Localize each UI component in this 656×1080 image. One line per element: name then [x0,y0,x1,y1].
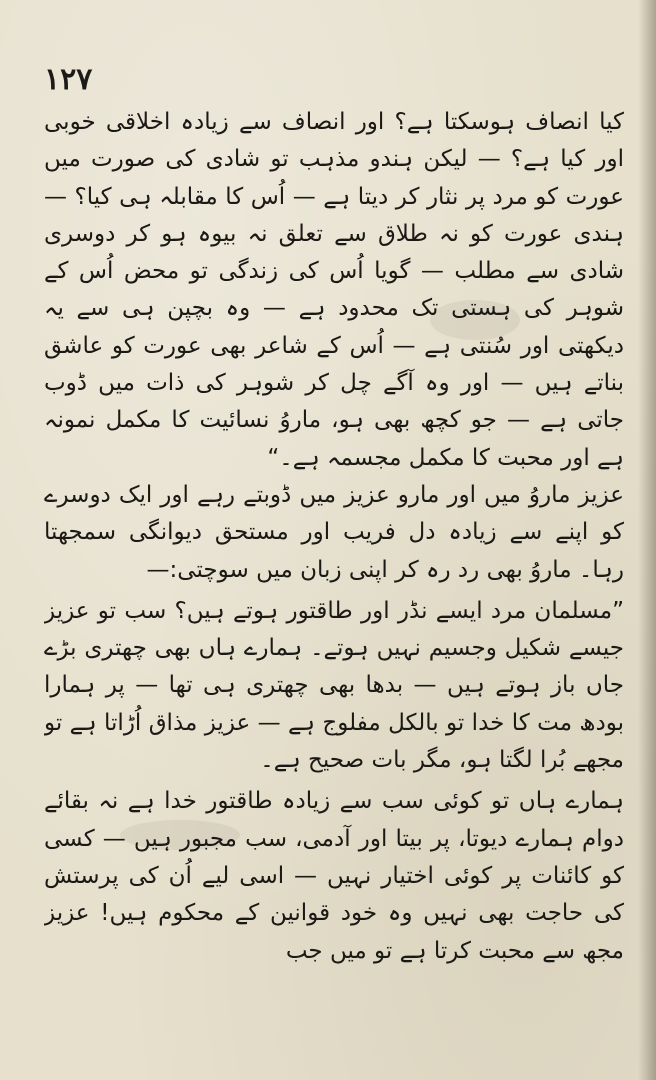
page-number: ۱۲۷ [44,62,93,97]
paragraph-3: ”مسلمان مرد ایسے نڈر اور طاقتور ہوتے ہیں؟ سب تو عزیز جیسے شکیل وجسیم نہیں ہوتے۔ ہمارے ہاں بھی چھتری بڑے جاں باز ہوتے ہیں — بدھا بھی چھتری ہی تھا — پر ہمارا بودھ مت کا خدا تو بالکل مفلوج ہے — عزیز مذاق اُڑاتا ہے تو مجھے بُرا لگتا ہو، مگر بات صحیح ہے۔ [44,597,624,774]
paragraph-4: ہمارے ہاں تو کوئی سب سے زیادہ طاقتور خدا ہے نہ بقائے دوام ہمارے دیوتا، پر بیتا اور آدمی، سب مجبور ہیں — کسی کو کائنات پر کوئی اختیار نہیں — اسی لیے اُن کی پرستش کی حاجت بھی نہیں وہ خود قوانین کے محکوم ہیں! عزیز مجھ سے محبت کرتا ہے تو میں جب [44,788,624,964]
page-body [44,104,624,1064]
page-edge-shadow [638,0,656,1080]
paragraph-1: کیا انصاف ہوسکتا ہے؟ اور انصاف سے زیادہ اخلاقی خوبی اور کیا ہے؟ — لیکن ہندو مذہب تو شادی کی صورت میں عورت کو مرد پر نثار کر دیتا ہے — اُس کا مقابلہ ہی کیا؟ — ہندی عورت کو نہ طلاق سے تعلق نہ بیوہ ہو کر دوسری شادی سے مطلب — گویا اُس کی زندگی تو محض اُس کے شوہر کی ہستی تک محدود ہے — وہ بچپن ہی سے یہ دیکھتی اور سُنتی ہے — اُس کے شاعر بھی عورت کو عاشق بناتے ہیں — اور وہ آگے چل کر شوہر کی ذات میں ڈوب جاتی ہے — جو کچھ بھی ہو، ماروُ نسائیت کا مکمل نمونہ ہے اور محبت کا مکمل مجسمہ ہے۔“ [44,109,624,471]
paragraph-2: عزیز ماروُ میں اور مارو عزیز میں ڈوبتے رہے اور ایک دوسرے کو اپنے سے زیادہ دل فریب اور مستحق دیوانگی سمجھتا رہا۔ ماروُ بھی رد رہ کر اپنی زبان میں سوچتی:— [44,481,624,583]
